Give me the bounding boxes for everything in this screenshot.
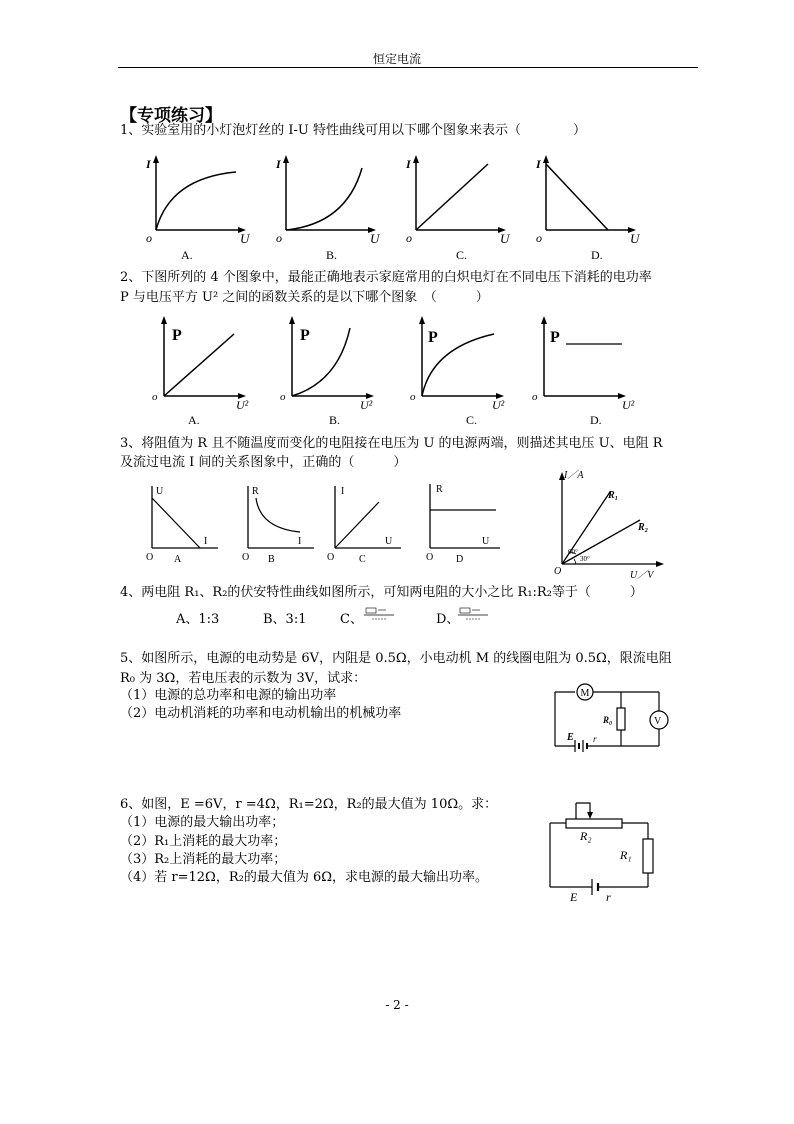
svg-text:B: B (268, 554, 275, 565)
q2-option-d: D. (590, 413, 602, 427)
svg-text:o: o (280, 391, 286, 403)
svg-text:60°: 60° (568, 548, 578, 556)
q1-graph-b (270, 150, 390, 245)
q6-line1: 6、如图，E =6V，r =4Ω，R₁=2Ω，R₂的最大值为 10Ω。求： (120, 797, 498, 812)
svg-text:O: O (426, 552, 434, 563)
axis-label: U (240, 231, 250, 246)
q6-sub3: （3）R₂上消耗的最大功率； (120, 852, 287, 867)
q5-sub1: （1）电源的总功率和电源的输出功率 (120, 688, 337, 703)
q6-sub4: （4）若 r=12Ω，R₂的最大值为 6Ω，求电源的最大输出功率。 (120, 870, 489, 885)
emf-label: E (567, 732, 574, 743)
q1-graph-d (530, 150, 650, 245)
internal-resistance-label: r (606, 890, 611, 904)
q6-sub1: （1）电源的最大输出功率； (120, 815, 285, 830)
svg-text:U: U (482, 536, 490, 547)
q1-option-c: C. (456, 248, 468, 262)
svg-text:D: D (456, 554, 464, 565)
svg-text:o: o (152, 391, 158, 403)
svg-text:I: I (341, 486, 345, 497)
svg-text:U: U (630, 231, 640, 246)
svg-text:I: I (276, 157, 281, 171)
page-number: - 2 - (385, 998, 409, 1012)
svg-text:U²: U² (360, 398, 373, 412)
svg-text:R₁: R₁ (608, 490, 619, 501)
svg-text:O: O (146, 552, 154, 563)
svg-text:O: O (554, 566, 562, 577)
svg-text:U: U (385, 536, 393, 547)
section-title: 【专项练习】 (120, 106, 222, 126)
q2-graph-b (278, 310, 388, 410)
q5-sub2: （2）电动机消耗的功率和电动机输出的机械功率 (120, 706, 402, 721)
r1-label: R₁ (620, 848, 632, 862)
resistor-label: R₀ (603, 715, 613, 725)
q3-graph-a (142, 480, 222, 565)
q2-graph-a (150, 310, 260, 410)
q2-option-c: C. (466, 413, 478, 427)
svg-text:I: I (204, 536, 208, 547)
svg-text:P: P (300, 327, 310, 344)
voltmeter-symbol: V (654, 716, 662, 727)
q4-option-b: B、3:1 (263, 612, 307, 627)
header-title: 恒定电流 (372, 52, 421, 66)
header-rule (118, 67, 698, 68)
svg-text:U²: U² (236, 398, 249, 412)
q2-option-b: B. (329, 413, 341, 427)
svg-text:I／A: I／A (564, 470, 584, 481)
svg-text:U²: U² (622, 398, 635, 412)
q5-line1: 5、如图所示，电源的电动势是 6V，内阻是 0.5Ω，小电动机 M 的线圈电阻为 0.5Ω，限流电阻 (120, 651, 672, 666)
svg-text:U: U (370, 231, 380, 246)
origin-label: o (146, 231, 152, 245)
svg-text:P: P (428, 329, 438, 346)
q2-option-a: A. (188, 413, 200, 427)
svg-text:O: O (327, 552, 335, 563)
q2-graph-d (530, 310, 640, 410)
q3-graph-b (238, 480, 318, 565)
q3-line2: 及流过电流 I 间的关系图象中，正确的（ ） (120, 455, 407, 470)
q4-option-d: D、 (436, 612, 460, 627)
q1-option-d: D. (591, 248, 603, 262)
q6-sub2: （2）R₁上消耗的最大功率； (120, 834, 287, 849)
q4-iv-graph (540, 466, 670, 581)
q4-option-c: C、 (340, 612, 363, 627)
svg-text:I: I (406, 157, 411, 171)
motor-symbol: M (580, 688, 590, 699)
svg-text:C: C (359, 554, 366, 565)
svg-text:R: R (252, 486, 259, 497)
svg-text:U／V: U／V (630, 570, 654, 581)
q1-graph-a (140, 150, 260, 245)
q2-graph-c (408, 310, 518, 410)
svg-text:U²: U² (492, 398, 505, 412)
svg-text:o: o (536, 231, 542, 245)
svg-text:I: I (298, 536, 302, 547)
q2-line2: P 与电压平方 U² 之间的函数关系的是以下哪个图象 （ ） (120, 290, 489, 305)
q4-text: 4、两电阻 R₁、R₂的伏安特性曲线如图所示，可知两电阻的大小之比 R₁:R₂等于（ ） (120, 585, 643, 600)
svg-text:30°: 30° (580, 555, 590, 563)
q1-graph-c (400, 150, 520, 245)
svg-text:o: o (410, 391, 416, 403)
q6-circuit (540, 795, 670, 905)
svg-text:o: o (406, 231, 412, 245)
svg-text:O: O (242, 552, 250, 563)
svg-text:o: o (532, 391, 538, 403)
q2-line1: 2、下图所列的 4 个图象中，最能正确地表示家庭常用的白炽电灯在不同电压下消耗的电功率 (120, 270, 652, 285)
svg-text:I: I (536, 157, 541, 171)
q5-line2: R₀ 为 3Ω，若电压表的示数为 3V，试求： (120, 671, 367, 686)
axis-label: I (146, 157, 151, 171)
svg-text:R₂: R₂ (638, 522, 649, 533)
svg-text:U: U (500, 231, 510, 246)
svg-text:U: U (156, 486, 164, 497)
svg-text:R: R (436, 484, 443, 495)
fraction-image-c (364, 606, 396, 624)
internal-resistance-label: r (593, 734, 597, 744)
q3-line1: 3、将阻值为 R 且不随温度而变化的电阻接在电压为 U 的电源两端，则描述其电压 U、电阻 R (120, 436, 663, 451)
q3-graph-c (325, 480, 405, 565)
emf-label: E (570, 890, 578, 904)
q4-option-a: A、1:3 (176, 612, 220, 627)
q1-option-a: A. (181, 248, 193, 262)
svg-text:o: o (276, 231, 282, 245)
svg-text:P: P (550, 329, 560, 346)
q3-graph-d (420, 480, 505, 565)
q1-option-b: B. (326, 248, 338, 262)
q5-circuit (545, 678, 675, 758)
q1-text: 1、实验室用的小灯泡灯丝的 I-U 特性曲线可用以下哪个图象来表示（ ） (120, 123, 587, 138)
fraction-image-d (458, 606, 490, 624)
svg-text:A: A (174, 554, 182, 565)
axis-label: P (172, 327, 182, 344)
r2-label: R₂ (580, 829, 592, 843)
